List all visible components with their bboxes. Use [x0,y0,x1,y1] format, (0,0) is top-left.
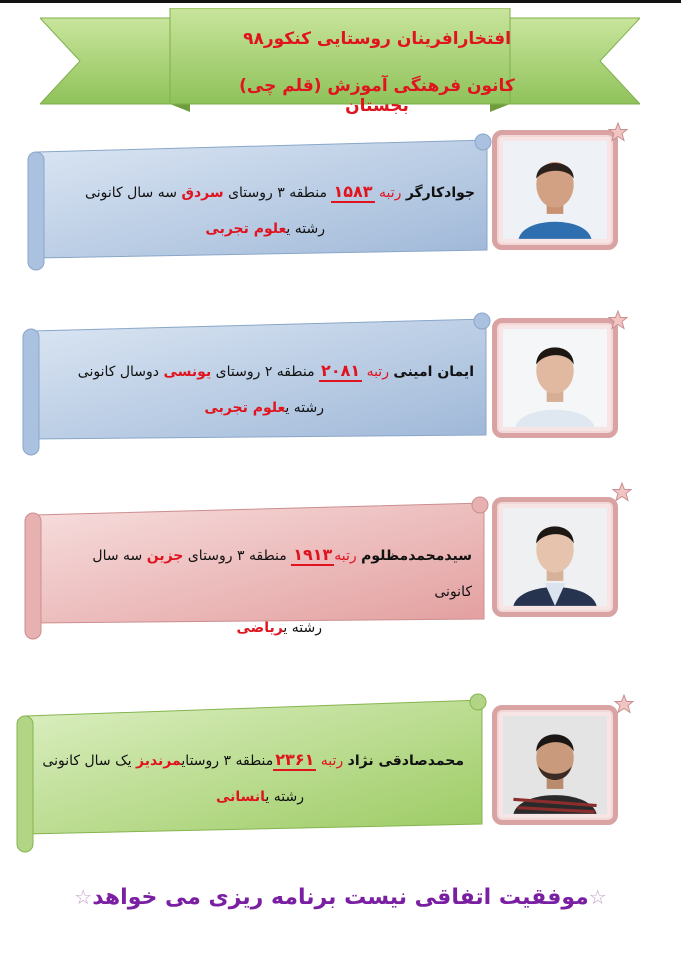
header-subtitle: کانون فرهنگی آموزش (قلم چی) بجستان [239,76,515,116]
student-info [52,537,472,646]
field-name: علوم تجربی [204,400,286,416]
student-card-3 [22,497,492,639]
rank-value: ۱۵۸۳ [333,182,373,201]
star-icon: ☆ [74,885,93,909]
star-icon [608,310,628,330]
portrait-image [503,508,607,606]
region-text: منطقه ۳ روستای [181,753,274,769]
student-card-2 [20,313,494,455]
rank-value: ۲۳۶۱ [275,750,315,769]
field-prefix: رشته ی [283,620,322,636]
tenure-text: سه سال کانونی [85,185,177,201]
info-line-1 [55,174,475,211]
rank-label: رتبه [320,753,344,769]
field-name: علوم تجربی [205,221,287,237]
student-info [34,742,464,815]
student-photo-3 [492,497,618,617]
field-prefix: رشته ی [265,789,304,805]
village-name: مرندیز [136,753,182,769]
rank-label: رتبه [366,364,389,380]
field-name: انسانی [215,789,266,805]
student-name: محمدصادقی نژاد [347,753,464,769]
student-name: ایمان امینی [393,364,474,380]
student-name: سیدمحمدمظلوم [361,548,472,564]
region-text: منطقه ۲ روستای [215,364,315,380]
village-name: سردق [181,185,224,201]
motto-text: موفقیت اتفاقی نیست برنامه ریزی می خواهد [92,885,589,910]
info-line-2 [55,211,475,247]
top-rule [0,0,681,3]
tenure-text: سه سال کانونی [92,548,472,600]
student-info [55,174,475,247]
student-card-4 [14,694,490,854]
rank-value: ۲۰۸۱ [321,361,361,380]
header-banner [40,8,640,116]
portrait-image [503,716,607,814]
header-title: افتخارافرینان روستایی کنکور۹۸ [243,29,511,49]
tenure-text: یک سال کانونی [42,753,132,769]
info-line-1 [52,537,472,610]
student-card-1 [25,134,495,270]
info-line-2 [54,390,474,426]
star-icon [612,482,632,502]
village-name: یونسی [163,364,212,380]
rank-label: رتبه [334,548,357,564]
region-text: منطقه ۳ روستای [187,548,287,564]
student-name: جوادکارگر [405,185,475,201]
star-icon: ☆ [588,885,607,909]
rank-value: ۱۹۱۳ [293,545,333,564]
portrait-image [503,141,607,239]
info-line-2 [52,610,472,646]
field-prefix: رشته ی [286,221,325,237]
star-icon [608,122,628,142]
student-info [54,353,474,426]
portrait-image [503,329,607,427]
info-line-2 [34,779,464,815]
field-prefix: رشته ی [285,400,324,416]
info-line-1 [54,353,474,390]
student-photo-4 [492,705,618,825]
star-icon [614,694,634,714]
footer-motto [0,885,681,910]
student-photo-1 [492,130,618,250]
rank-label: رتبه [378,185,402,201]
student-photo-2 [492,318,618,438]
info-line-1 [34,742,464,779]
region-text: منطقه ۳ روستای [228,185,328,201]
village-name: جزین [146,548,184,564]
tenure-text: دوسال کانونی [77,364,160,380]
field-name: ریاضی [236,620,284,636]
